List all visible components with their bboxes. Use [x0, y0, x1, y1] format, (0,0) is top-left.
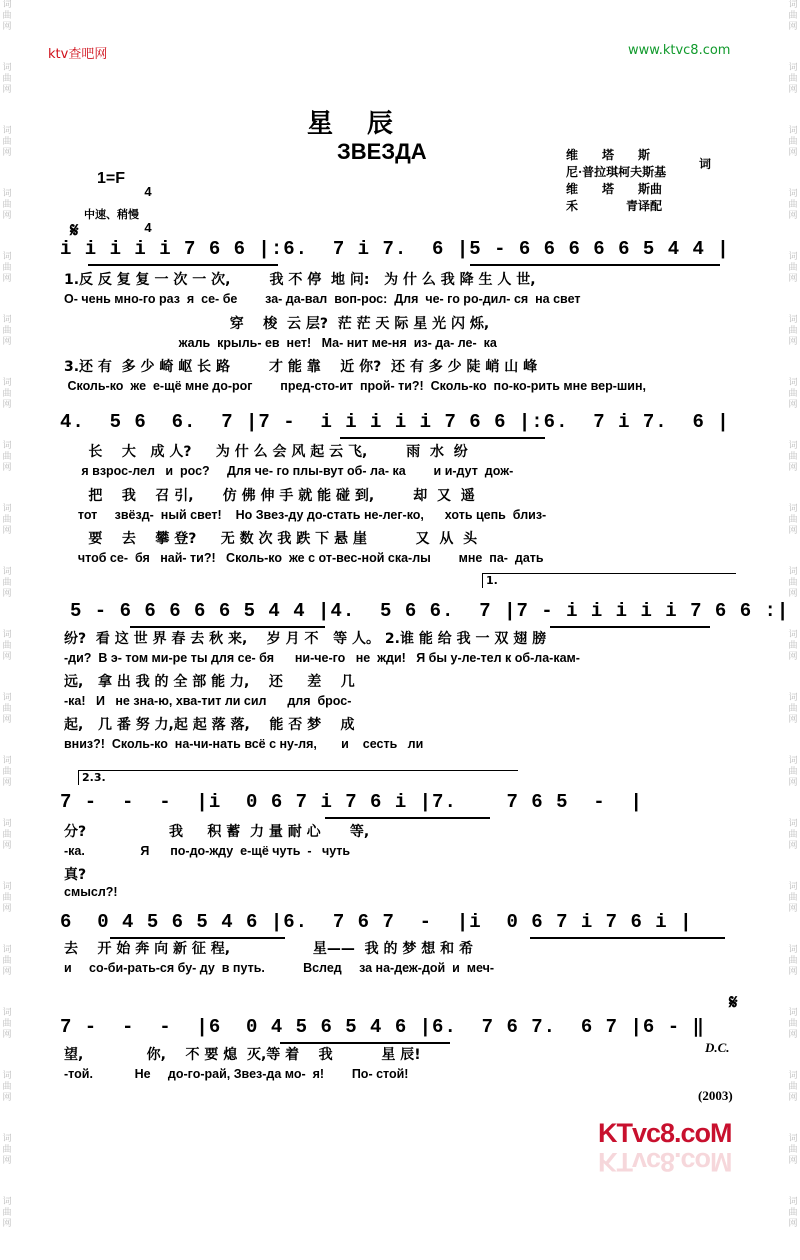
edge-watermark-char: 曲: [788, 830, 798, 840]
edge-watermark-char: 曲: [788, 11, 798, 21]
edge-watermark-char: 网: [788, 1030, 798, 1040]
edge-watermark-char: 词: [2, 945, 12, 955]
credit-composer: 维 塔 斯曲: [566, 182, 663, 196]
edge-watermark-char: 词: [2, 63, 12, 73]
edge-watermark-char: 词: [2, 0, 12, 10]
edge-watermark-char: 词: [2, 756, 12, 766]
edge-watermark-char: 词: [788, 945, 798, 955]
edge-watermark-char: 网: [788, 652, 798, 662]
edge-watermark-char: 网: [2, 1219, 12, 1229]
credit-translator: 禾 青译配: [566, 199, 663, 213]
beam-underline: [340, 437, 545, 439]
edge-watermark-char: 曲: [2, 200, 12, 210]
edge-watermark-char: 曲: [788, 137, 798, 147]
edge-watermark-char: 网: [2, 85, 12, 95]
beam-underline: [470, 264, 720, 266]
edge-watermark-char: 曲: [2, 389, 12, 399]
edge-watermark-char: 词: [788, 630, 798, 640]
lyric-line: 把 我 召 引, 仿 佛 伸 手 就 能 碰 到, 却 又 遥: [64, 488, 475, 504]
lyric-line: и со-би-рать-ся бу- ду в путь. Вслед за на-деж-дой и меч-: [64, 961, 495, 975]
edge-watermark-char: 网: [788, 841, 798, 851]
edge-watermark-char: 词: [788, 1071, 798, 1081]
edge-watermark-char: 曲: [2, 11, 12, 21]
edge-watermark-char: 曲: [788, 263, 798, 273]
edge-watermark-char: 词: [788, 819, 798, 829]
edge-watermark-char: 词: [788, 1134, 798, 1144]
edge-watermark-char: 网: [788, 778, 798, 788]
credit-lyricist-2: 尼·普拉琪柯夫斯基: [566, 165, 667, 179]
beam-underline: [130, 626, 325, 628]
lyric-line: 1.反 反 复 复 一 次 一 次, 我 不 停 地 问: 为 什 么 我 降 生 人 世,: [64, 272, 536, 288]
da-capo-marking: D.C.: [705, 1040, 730, 1055]
edge-watermark-char: 曲: [2, 326, 12, 336]
edge-watermark-char: 网: [788, 22, 798, 32]
lyric-line: 望, 你, 不 要 熄 灭,等 着 我 星 辰!: [64, 1047, 421, 1063]
edge-watermark-char: 曲: [788, 704, 798, 714]
edge-watermark-char: 词: [788, 693, 798, 703]
edge-watermark-char: 词: [788, 756, 798, 766]
lyric-line: чтоб се- бя най- ти?! Сколь-ко же с от-вес-ной ска-лы мне па- дать: [64, 551, 544, 565]
edge-watermark-char: 词: [788, 441, 798, 451]
edge-watermark-char: 曲: [788, 74, 798, 84]
lyric-line: тот звёзд- ный свет! Но Звез-ду до-стать не-лег-ко, хоть цепь близ-: [64, 508, 547, 522]
edge-watermark-char: 曲: [788, 515, 798, 525]
lyric-line: я взрос-лел и рос? Для че- го плы-вут об- ла- ка и и-дут дож-: [64, 464, 514, 478]
ktvc8-logo-reflection: KTvc8.coM: [598, 1147, 732, 1177]
edge-watermark-char: 曲: [788, 452, 798, 462]
lyric-line: 穿 梭 云 层? 茫 茫 天 际 星 光 闪 烁,: [64, 316, 490, 332]
staff-system-3: 5 - 6 6 6 6 6 5 4 4 |4. 5 6 6. 7 |7 - i i i i i 7 6 6 :|: [70, 600, 790, 622]
edge-watermark-char: 词: [2, 567, 12, 577]
lyric-line: О- чень мно-го раз я се- бе за- да-вал воп-рос: Для че- го ро-дил- ся на свет: [64, 292, 581, 306]
edge-watermark-char: 网: [788, 1093, 798, 1103]
edge-watermark-char: 词: [2, 693, 12, 703]
lyric-line: -ка. Я по-до-жду е-щё чуть - чуть: [64, 844, 351, 858]
staff-system-2: 4. 5 6 6. 7 |7 - i i i i i 7 6 6 |:6. 7 i 7. 6 |: [60, 411, 730, 433]
edge-watermark-char: 词: [788, 882, 798, 892]
edge-watermark-char: 词: [2, 504, 12, 514]
lyric-line: 真?: [64, 867, 87, 883]
lyric-line: 要 去 攀 登? 无 数 次 我 跌 下 悬 崖 又 从 头: [64, 531, 478, 547]
lyric-line: 起, 几 番 努 力,起 起 落 落, 能 否 梦 成: [64, 717, 355, 733]
edge-watermark-char: 曲: [2, 515, 12, 525]
edge-watermark-char: 曲: [2, 74, 12, 84]
edge-watermark-char: 词: [2, 630, 12, 640]
lyric-line: Сколь-ко же е-щё мне до-рог пред-сто-ит прой- ти?! Сколь-ко по-ко-рить мне вер-шин,: [64, 379, 647, 393]
edge-watermark-char: 曲: [788, 1082, 798, 1092]
edge-watermark-char: 词: [2, 189, 12, 199]
key-signature: 1=F: [97, 170, 126, 187]
edge-watermark-char: 词: [788, 378, 798, 388]
edge-watermark-char: 曲: [788, 1208, 798, 1218]
edge-watermark-char: 网: [788, 211, 798, 221]
lyric-line: 长 大 成 人? 为 什 么 会 风 起 云 飞, 雨 水 纷: [64, 444, 468, 460]
edge-watermark-char: 网: [788, 337, 798, 347]
edge-watermark-char: 曲: [2, 704, 12, 714]
lyric-line: -ка! И не зна-ю, хва-тит ли сил для брос-: [64, 694, 352, 708]
edge-watermark-char: 曲: [2, 830, 12, 840]
edge-watermark-char: 曲: [788, 1019, 798, 1029]
staff-system-1: i i i i i 7 6 6 |:6. 7 i 7. 6 |5 - 6 6 6 6 6 5 4 4 |: [60, 238, 730, 260]
edge-watermark-char: 曲: [2, 956, 12, 966]
edge-watermark-char: 网: [2, 715, 12, 725]
edge-watermark-char: 网: [788, 715, 798, 725]
edge-watermark-char: 曲: [2, 1082, 12, 1092]
tempo-marking: 中速、稍慢: [84, 208, 139, 221]
edge-watermark-char: 网: [2, 1093, 12, 1103]
edge-watermark-char: 网: [2, 148, 12, 158]
edge-watermark-char: 词: [2, 441, 12, 451]
credit-lyricist-1: 维 塔 斯: [566, 148, 651, 162]
edge-watermark-char: 网: [788, 589, 798, 599]
edge-watermark-char: 词: [2, 1134, 12, 1144]
edge-watermark-char: 词: [2, 819, 12, 829]
song-title-russian: ЗВЕЗДА: [337, 139, 427, 164]
beam-underline: [280, 1042, 450, 1044]
credit-lyrics-label: 词: [699, 157, 712, 171]
edge-watermark-char: 网: [788, 463, 798, 473]
edge-watermark-char: 曲: [2, 137, 12, 147]
left-edge-watermark: [0, 0, 14, 1229]
edge-watermark-char: 网: [788, 148, 798, 158]
edge-watermark-char: 词: [2, 126, 12, 136]
edge-watermark-char: 词: [2, 1008, 12, 1018]
edge-watermark-char: 网: [2, 526, 12, 536]
edge-watermark-char: 曲: [788, 956, 798, 966]
edge-watermark-char: 网: [2, 337, 12, 347]
segno-sign: 𝄋: [70, 218, 79, 242]
edge-watermark-char: 词: [788, 252, 798, 262]
edge-watermark-char: 网: [2, 274, 12, 284]
edge-watermark-char: 网: [2, 778, 12, 788]
song-title-chinese: 星辰: [307, 109, 428, 139]
beam-underline: [530, 937, 725, 939]
edge-watermark-char: 词: [2, 1071, 12, 1081]
first-ending-bracket: 1.: [482, 573, 736, 588]
staff-system-4: 7 - - - |i 0 6 7 i 7 6 i |7. 7 6 5 - |: [60, 791, 643, 813]
edge-watermark-char: 词: [788, 315, 798, 325]
edge-watermark-char: 曲: [788, 767, 798, 777]
edge-watermark-char: 曲: [788, 578, 798, 588]
lyric-line: -той. Не до-го-рай, Звез-да мо- я! По- стой!: [64, 1067, 409, 1081]
edge-watermark-char: 网: [788, 526, 798, 536]
edge-watermark-char: 词: [788, 1008, 798, 1018]
edge-watermark-char: 词: [2, 882, 12, 892]
edge-watermark-char: 曲: [2, 1019, 12, 1029]
edge-watermark-char: 词: [788, 567, 798, 577]
edge-watermark-char: 曲: [2, 1145, 12, 1155]
lyric-line: 3.还 有 多 少 崎 岖 长 路 才 能 靠 近 你? 还 有 多 少 陡 峭 山 峰: [64, 359, 538, 375]
edge-watermark-char: 词: [788, 0, 798, 10]
lyric-line: 分? 我 积 蓄 力 量 耐 心 等,: [64, 824, 370, 840]
edge-watermark-char: 网: [2, 400, 12, 410]
edge-watermark-char: 网: [2, 967, 12, 977]
lyric-line: -ди? В э- том ми-ре ты для се- бя ни-че-го не жди! Я бы у-ле-тел к об-ла-кам-: [64, 651, 580, 665]
edge-watermark-char: 曲: [2, 578, 12, 588]
edge-watermark-char: 曲: [788, 389, 798, 399]
time-signature-top: 4: [144, 184, 152, 199]
time-signature-bottom: 4: [144, 220, 152, 235]
edge-watermark-char: 词: [788, 126, 798, 136]
staff-system-5: 6 0 4 5 6 5 4 6 |6. 7 6 7 - |i 0 6 7 i 7 6 i |: [60, 911, 693, 933]
edge-watermark-char: 词: [2, 315, 12, 325]
edge-watermark-char: 网: [788, 1156, 798, 1166]
edge-watermark-char: 词: [788, 189, 798, 199]
site-name-left: ktv查吧网: [48, 47, 108, 62]
edge-watermark-char: 词: [2, 378, 12, 388]
edge-watermark-char: 网: [2, 589, 12, 599]
edge-watermark-char: 网: [2, 22, 12, 32]
edge-watermark-char: 曲: [788, 893, 798, 903]
lyric-line: 远, 拿 出 我 的 全 部 能 力, 还 差 几: [64, 674, 355, 690]
edge-watermark-char: 曲: [2, 893, 12, 903]
edge-watermark-char: 曲: [2, 263, 12, 273]
staff-system-6: 7 - - - |6 0 4 5 6 5 4 6 |6. 7 6 7. 6 7 |6 - ‖: [60, 1016, 705, 1038]
edge-watermark-char: 网: [788, 904, 798, 914]
edge-watermark-char: 网: [788, 274, 798, 284]
beam-underline: [550, 626, 710, 628]
lyric-line: вниз?! Сколь-ко на-чи-нать всё с ну-ля, и сесть ли: [64, 737, 424, 751]
year-marking: (2003): [698, 1088, 733, 1103]
ktvc8-logo: KTvc8.coM: [598, 1118, 732, 1148]
edge-watermark-char: 词: [2, 1197, 12, 1207]
edge-watermark-char: 网: [2, 211, 12, 221]
lyric-line: 纷? 看 这 世 界 春 去 秋 来, 岁 月 不 等 人。 2.谁 能 给 我 一 双 翅 膀: [64, 631, 547, 647]
edge-watermark-char: 网: [2, 841, 12, 851]
edge-watermark-char: 词: [788, 1197, 798, 1207]
lyric-line: смысл?!: [64, 885, 118, 899]
edge-watermark-char: 词: [788, 63, 798, 73]
beam-underline: [88, 264, 278, 266]
second-third-ending-bracket: 2.3.: [78, 770, 518, 785]
edge-watermark-char: 曲: [788, 326, 798, 336]
edge-watermark-char: 曲: [2, 452, 12, 462]
edge-watermark-char: 网: [788, 400, 798, 410]
edge-watermark-char: 曲: [2, 641, 12, 651]
edge-watermark-char: 词: [2, 252, 12, 262]
edge-watermark-char: 网: [2, 652, 12, 662]
lyric-line: жаль крыль- ев нет! Ма- нит ме-ня из- да- ле- ка: [64, 336, 497, 350]
beam-underline: [110, 937, 285, 939]
lyric-line: 去 开 始 奔 向 新 征 程, 星—— 我 的 梦 想 和 希: [64, 941, 474, 957]
edge-watermark-char: 词: [788, 504, 798, 514]
edge-watermark-char: 曲: [2, 1208, 12, 1218]
edge-watermark-char: 网: [788, 85, 798, 95]
edge-watermark-char: 网: [2, 904, 12, 914]
edge-watermark-char: 网: [2, 1156, 12, 1166]
edge-watermark-char: 曲: [788, 200, 798, 210]
edge-watermark-char: 网: [788, 967, 798, 977]
edge-watermark-char: 网: [2, 463, 12, 473]
edge-watermark-char: 曲: [2, 767, 12, 777]
segno-sign-end: 𝄋: [729, 990, 738, 1014]
edge-watermark-char: 曲: [788, 1145, 798, 1155]
edge-watermark-char: 网: [788, 1219, 798, 1229]
edge-watermark-char: 网: [2, 1030, 12, 1040]
site-url-right: www.ktvc8.com: [628, 43, 731, 58]
edge-watermark-char: 曲: [788, 641, 798, 651]
beam-underline: [325, 817, 490, 819]
